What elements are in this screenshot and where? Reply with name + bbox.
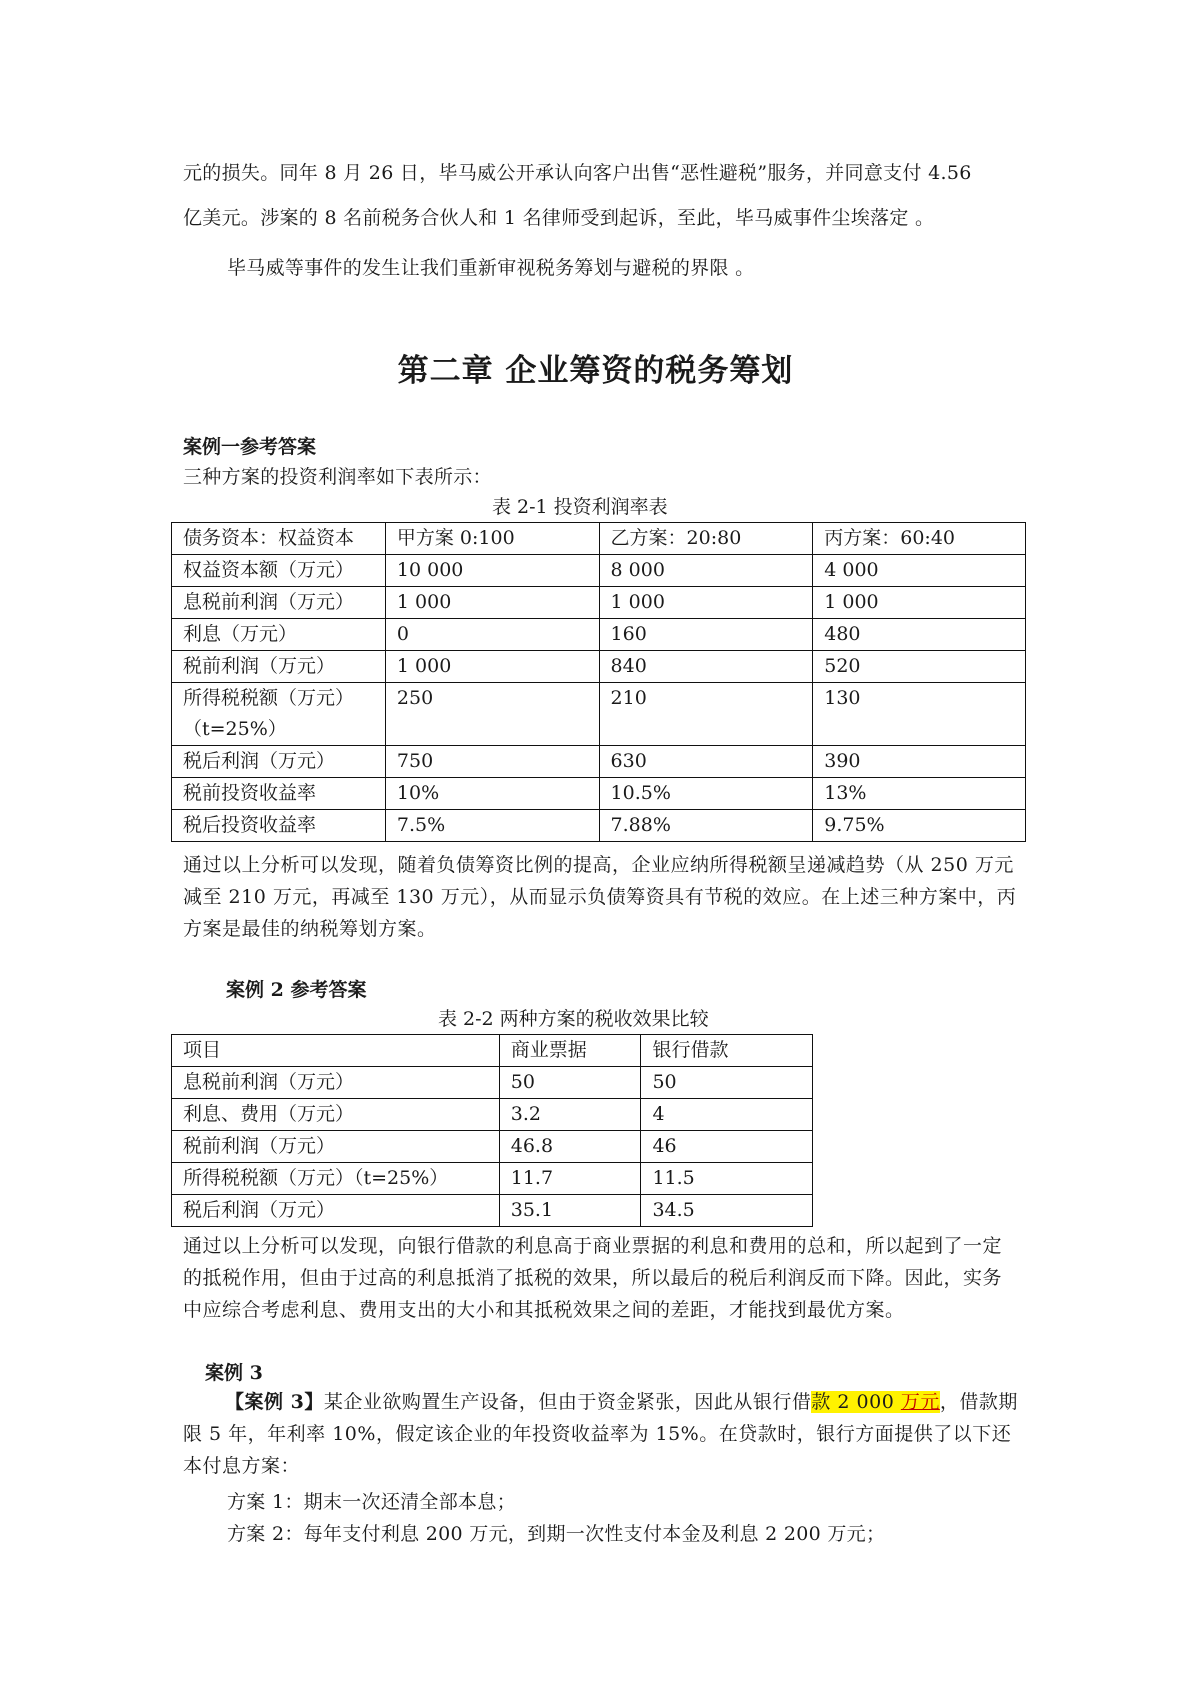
table-cell: 10 000 — [385, 555, 599, 587]
table-row — [172, 619, 1026, 651]
table-cell: 390 — [813, 746, 1026, 778]
case2-conclusion: 通过以上分析可以发现，向银行借款的利息高于商业票据的利息和费用的总和，所以起到了一定的抵税作用，但由于过高的利息抵消了抵税的效果，所以最后的税后利润反而下降。因此，实务中应综合考虑利息、费用支出的大小和其抵税效果之间的差距，才能找到最优方案。 — [183, 1235, 1003, 1321]
table-cell: 46.8 — [499, 1131, 641, 1163]
case3-highlight-unit: 万元 — [900, 1391, 940, 1413]
table-header-row — [172, 1035, 813, 1067]
table-cell: 甲方案 0:100 — [385, 523, 599, 555]
table-cell: 4 — [641, 1099, 813, 1131]
table-2-2 — [171, 1034, 813, 1227]
table-cell: 税前投资收益率 — [172, 778, 386, 810]
table-cell: 项目 — [172, 1035, 500, 1067]
table-cell: 1 000 — [385, 587, 599, 619]
table-row — [172, 746, 1026, 778]
table-cell: 0 — [385, 619, 599, 651]
table-cell: 13% — [813, 778, 1026, 810]
case1-intro: 三种方案的投资利润率如下表所示： — [183, 466, 492, 488]
table-cell: 7.88% — [599, 810, 813, 842]
intro-line-2: 亿美元。涉案的 8 名前税务合伙人和 1 名律师受到起诉，至此，毕马威事件尘埃落定 。 — [183, 207, 935, 229]
table-cell: 8 000 — [599, 555, 813, 587]
table-row — [172, 778, 1026, 810]
table-cell: 210 — [599, 683, 813, 746]
table-cell: 1 000 — [599, 587, 813, 619]
table-cell: 税前利润（万元） — [172, 1131, 500, 1163]
table-cell: 所得税税额（万元）（t=25%） — [172, 683, 386, 746]
table-row — [172, 1163, 813, 1195]
case3-option-1: 方案 1：期末一次还清全部本息； — [227, 1491, 516, 1513]
case3-text-b: ，借款期限 5 年，年利率 10%，假定该企业的年投资收益率为 15%。在贷款时，银行方面提供了以下还本付息方案： — [183, 1391, 1018, 1477]
table-cell: 丙方案：60:40 — [813, 523, 1026, 555]
table-cell: 7.5% — [385, 810, 599, 842]
case2-heading: 案例 2 参考答案 — [226, 979, 367, 1001]
table-row — [172, 683, 1026, 746]
table-cell: 11.7 — [499, 1163, 641, 1195]
table-cell: 1 000 — [385, 651, 599, 683]
table-cell: 息税前利润（万元） — [172, 1067, 500, 1099]
table-cell: 利息（万元） — [172, 619, 386, 651]
table-row — [172, 1195, 813, 1227]
case3-highlight-amount: 款 2 000 — [811, 1391, 901, 1413]
table-2-2-caption: 表 2-2 两种方案的税收效果比较 — [438, 1008, 709, 1030]
table-cell: 利息、费用（万元） — [172, 1099, 500, 1131]
table-cell: 3.2 — [499, 1099, 641, 1131]
table-cell: 130 — [813, 683, 1026, 746]
table-cell: 250 — [385, 683, 599, 746]
intro-line-1: 元的损失。同年 8 月 26 日，毕马威公开承认向客户出售“恶性避税”服务，并同意支付 4.56 — [183, 162, 972, 184]
table-cell: 35.1 — [499, 1195, 641, 1227]
case3-text-a: 某企业欲购置生产设备，但由于资金紧张，因此从银行借 — [323, 1391, 812, 1413]
table-cell: 权益资本额（万元） — [172, 555, 386, 587]
table-cell: 520 — [813, 651, 1026, 683]
table-cell: 10% — [385, 778, 599, 810]
table-row — [172, 810, 1026, 842]
table-header-row — [172, 523, 1026, 555]
table-cell: 所得税税额（万元）（t=25%） — [172, 1163, 500, 1195]
table-2-1 — [171, 522, 1026, 842]
table-cell: 160 — [599, 619, 813, 651]
table-cell: 50 — [499, 1067, 641, 1099]
table-cell: 1 000 — [813, 587, 1026, 619]
table-cell: 34.5 — [641, 1195, 813, 1227]
table-cell: 9.75% — [813, 810, 1026, 842]
chapter-title: 第二章 企业筹资的税务筹划 — [397, 353, 794, 389]
table-row — [172, 651, 1026, 683]
table-cell: 630 — [599, 746, 813, 778]
table-cell: 480 — [813, 619, 1026, 651]
table-cell: 税后利润（万元） — [172, 746, 386, 778]
table-row — [172, 555, 1026, 587]
table-cell: 税后利润（万元） — [172, 1195, 500, 1227]
table-cell: 税前利润（万元） — [172, 651, 386, 683]
case1-conclusion: 通过以上分析可以发现，随着负债筹资比例的提高，企业应纳所得税额呈递减趋势（从 250 万元减至 210 万元，再减至 130 万元），从而显示负债筹资具有节税的效应。在上述三种方案中，丙方案是最佳的纳税筹划方案。 — [183, 854, 1017, 940]
table-cell: 11.5 — [641, 1163, 813, 1195]
table-cell: 商业票据 — [499, 1035, 641, 1067]
table-cell: 息税前利润（万元） — [172, 587, 386, 619]
table-row — [172, 1099, 813, 1131]
table-cell: 50 — [641, 1067, 813, 1099]
table-cell: 10.5% — [599, 778, 813, 810]
table-cell: 46 — [641, 1131, 813, 1163]
intro-line-3: 毕马威等事件的发生让我们重新审视税务筹划与避税的界限 。 — [227, 257, 755, 279]
case3-heading: 案例 3 — [205, 1362, 263, 1384]
table-cell: 750 — [385, 746, 599, 778]
case3-paragraph — [183, 1386, 1019, 1482]
case3-option-2: 方案 2：每年支付利息 200 万元，到期一次性支付本金及利息 2 200 万元； — [227, 1523, 886, 1545]
table-cell: 税后投资收益率 — [172, 810, 386, 842]
case3-label: 【案例 3】 — [225, 1391, 324, 1413]
table-cell: 乙方案：20:80 — [599, 523, 813, 555]
table-row — [172, 1067, 813, 1099]
case1-heading: 案例一参考答案 — [183, 436, 317, 458]
table-cell: 4 000 — [813, 555, 1026, 587]
table-cell: 债务资本：权益资本 — [172, 523, 386, 555]
table-row — [172, 587, 1026, 619]
table-cell: 银行借款 — [641, 1035, 813, 1067]
table-cell: 840 — [599, 651, 813, 683]
table-2-1-caption: 表 2-1 投资利润率表 — [492, 496, 668, 518]
table-row — [172, 1131, 813, 1163]
